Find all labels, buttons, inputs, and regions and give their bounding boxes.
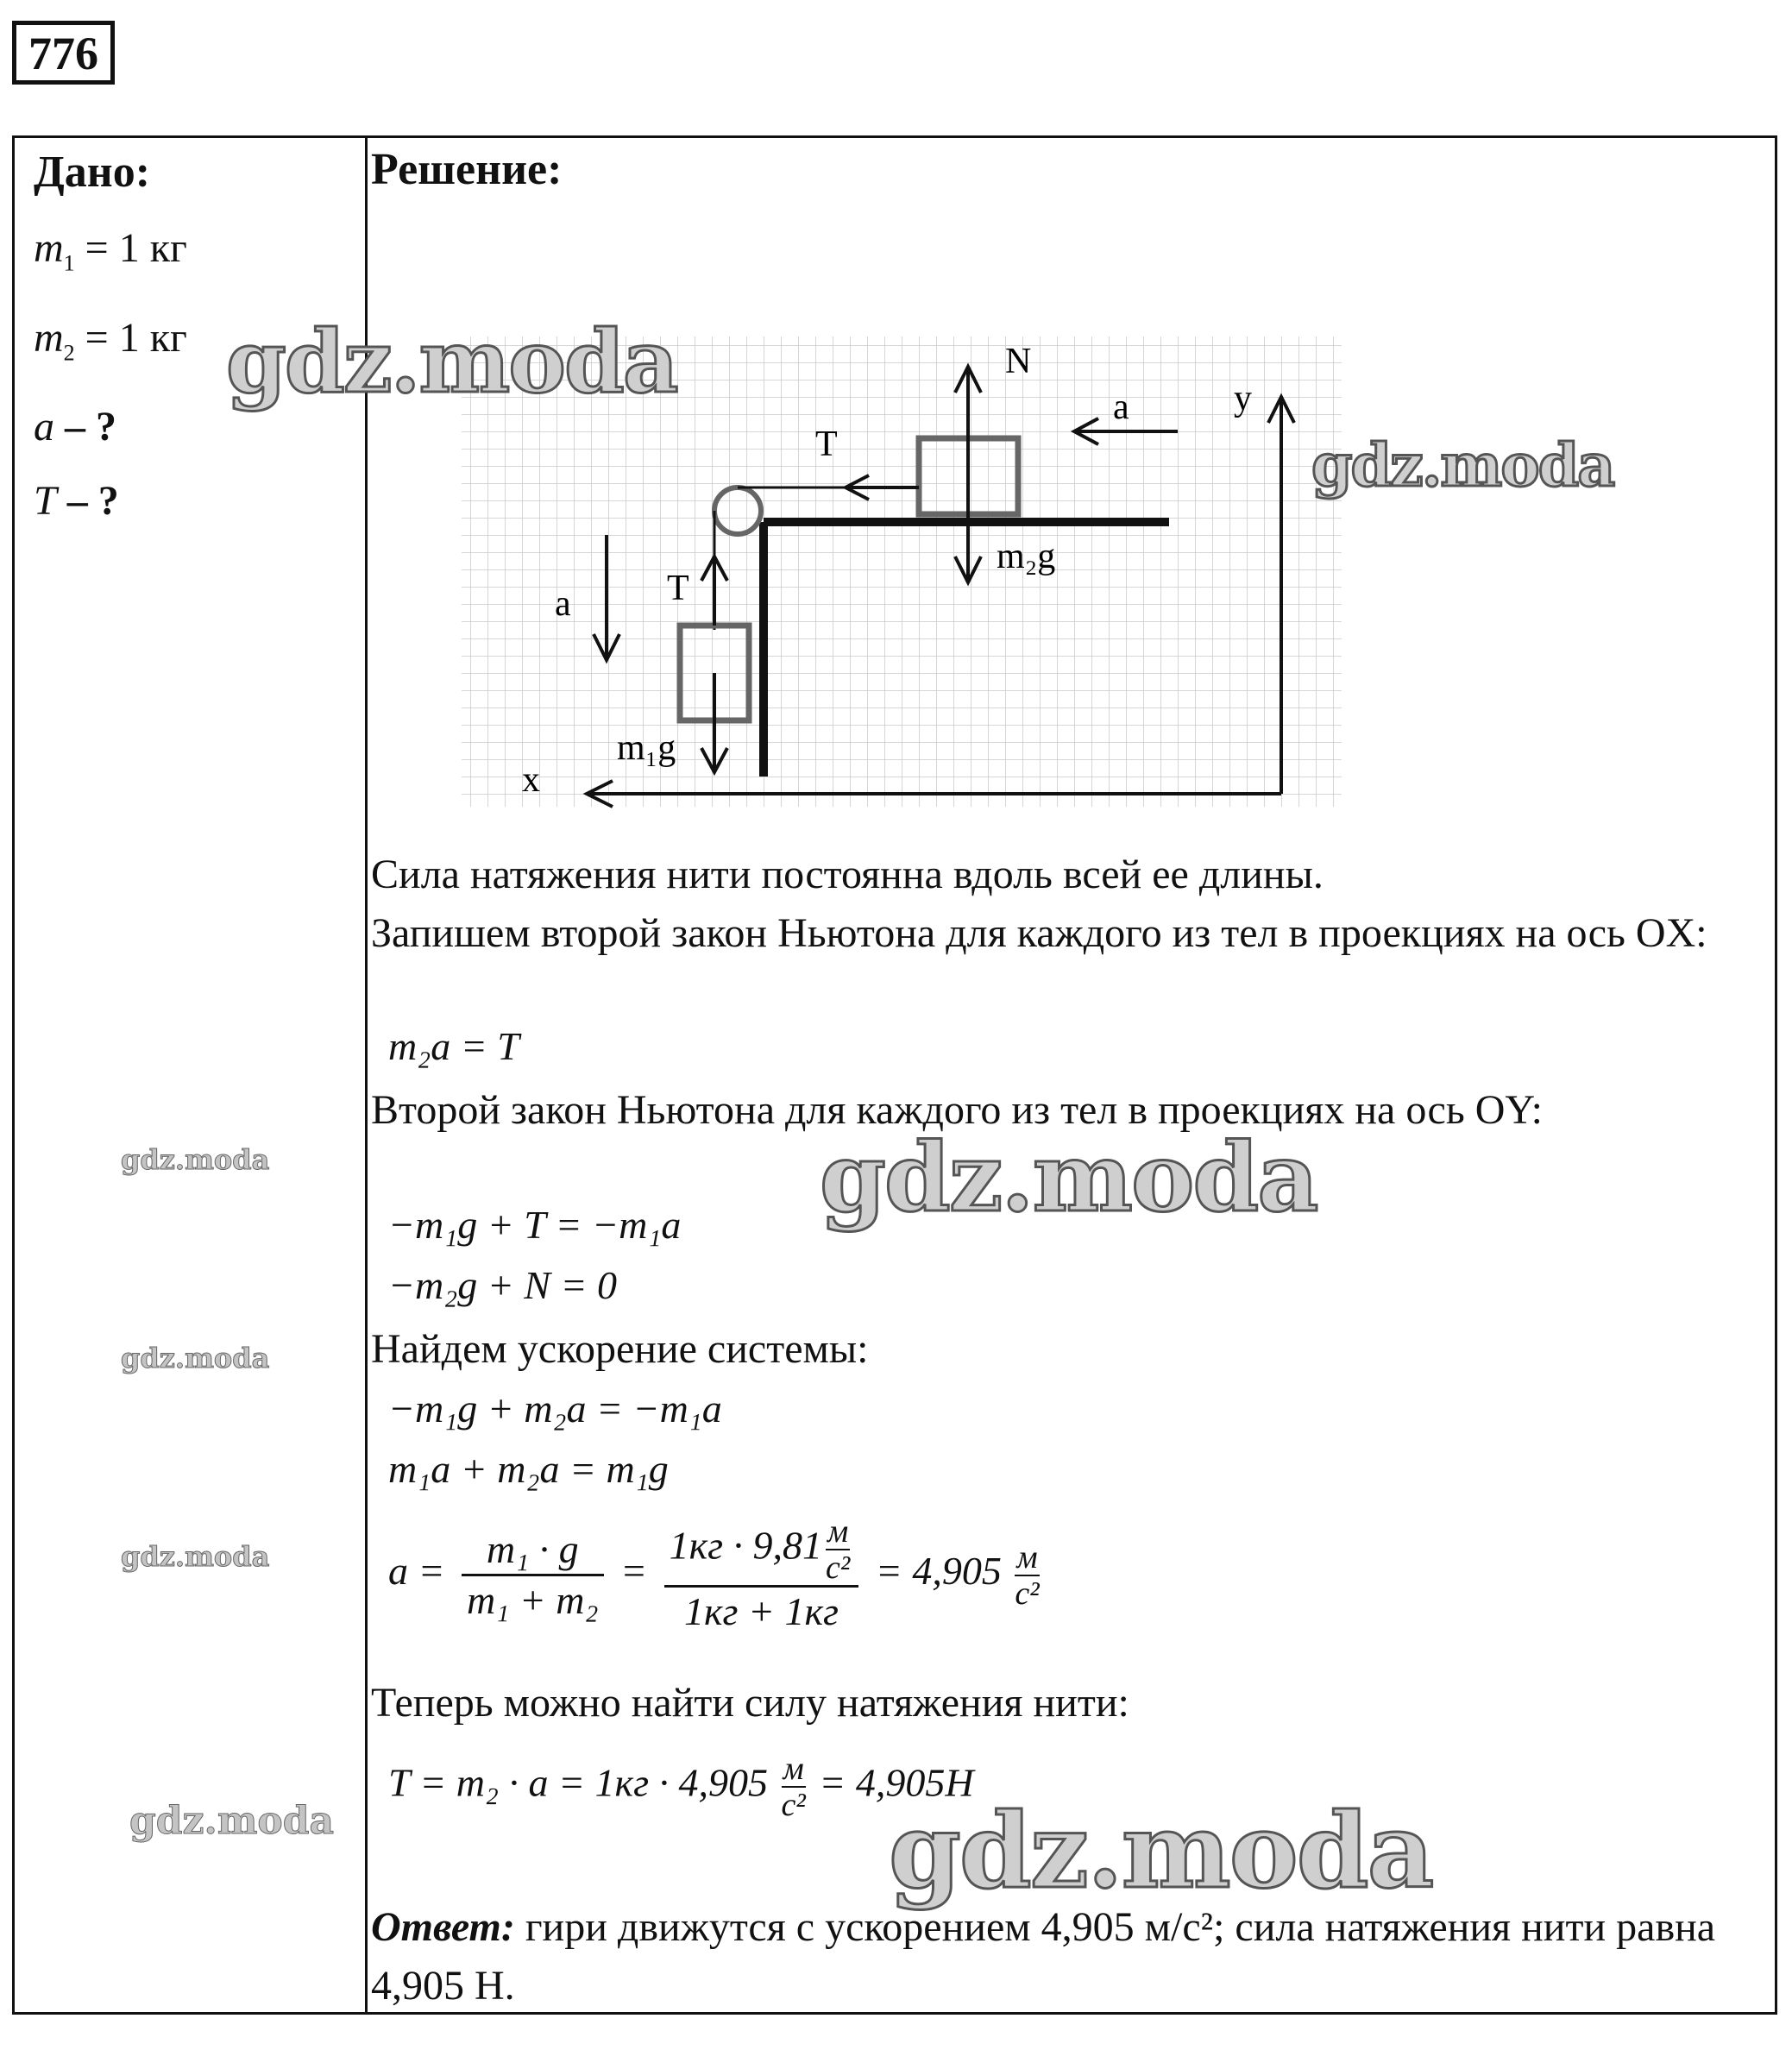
watermark: gdz.moda	[129, 1799, 335, 1843]
solution-text-1: Сила натяжения нити постоянна вдоль всей ее длины.	[371, 852, 1324, 897]
watermark: gdz.moda	[121, 1143, 270, 1176]
equation-acceleration: a = $\frac{\text{m₁ · g}}{\text{m₁ + m₂}}$ = 1кг · 9,81 м c² 1кг + 1кг = 4,905 м c²	[388, 1514, 1043, 1636]
problem-number: 776	[12, 21, 115, 85]
label-y: y	[1234, 379, 1252, 418]
equation-system-2: m₁a + m₂a = m₁g	[388, 1447, 669, 1491]
solution-text-2: Запишем второй закон Ньютона для каждого из тел в проекциях на ось OX:	[371, 910, 1707, 956]
equation-tension: T = m₂ · a = 1кг · 4,905 м c² = 4,905H	[388, 1751, 974, 1823]
unit-fraction: м c²	[1015, 1538, 1040, 1612]
solution-text-3: Второй закон Ньютона для каждого из тел в проекциях на ось OY:	[371, 1087, 1543, 1133]
given-heading: Дано:	[34, 148, 151, 197]
watermark: gdz.moda	[121, 1540, 270, 1573]
given-m2: $m_2 = 1$ кг	[34, 314, 187, 366]
equation-ox: m₂a = T	[388, 1024, 519, 1068]
solution-text-4: Найдем ускорение системы:	[371, 1326, 869, 1372]
given-m1: $m_1 = 1$ кг	[34, 225, 187, 276]
watermark: gdz.moda	[226, 311, 677, 412]
label-m1g: m₁g	[617, 728, 676, 768]
column-divider	[365, 138, 368, 2012]
label-a-left: a	[555, 584, 571, 624]
watermark: gdz.moda	[820, 1122, 1317, 1233]
watermark: gdz.moda	[121, 1342, 270, 1374]
label-x: x	[522, 760, 540, 800]
solution-heading: Решение:	[371, 145, 563, 194]
answer-text: гири движутся с ускорением 4,905 м/с²; сила натяжения нити равна 4,905 Н.	[371, 1904, 1716, 2009]
label-T-left: T	[667, 569, 689, 608]
watermark: gdz.moda	[1311, 431, 1614, 500]
equation-oy-1: −m₁g + T = −m₁a	[388, 1203, 682, 1247]
label-a-top: a	[1113, 387, 1129, 427]
label-N: N	[1005, 342, 1032, 381]
equation-oy-2: −m₂g + N = 0	[388, 1263, 618, 1307]
equation-system-1: −m₁g + m₂a = −m₁a	[388, 1387, 722, 1431]
answer	[371, 1898, 1751, 2015]
unknown-T: T – ?	[34, 478, 119, 525]
solution-text-5: Теперь можно найти силу натяжения нити:	[371, 1680, 1129, 1726]
solution-column	[371, 144, 1751, 196]
label-m2g: m₂g	[997, 537, 1056, 576]
watermark: gdz.moda	[889, 1790, 1433, 1912]
answer-label: Ответ:	[371, 1904, 515, 1950]
fraction-values: 1кг · 9,81 м c² 1кг + 1кг	[664, 1514, 859, 1636]
label-T-top: T	[815, 424, 838, 464]
tension-unit-fraction: м c²	[781, 1751, 806, 1823]
unknown-a: a – ?	[34, 404, 116, 450]
fraction-masses: $\frac{\text{m₁ · g}}{\text{m₁ + m₂}}$	[462, 1525, 603, 1625]
